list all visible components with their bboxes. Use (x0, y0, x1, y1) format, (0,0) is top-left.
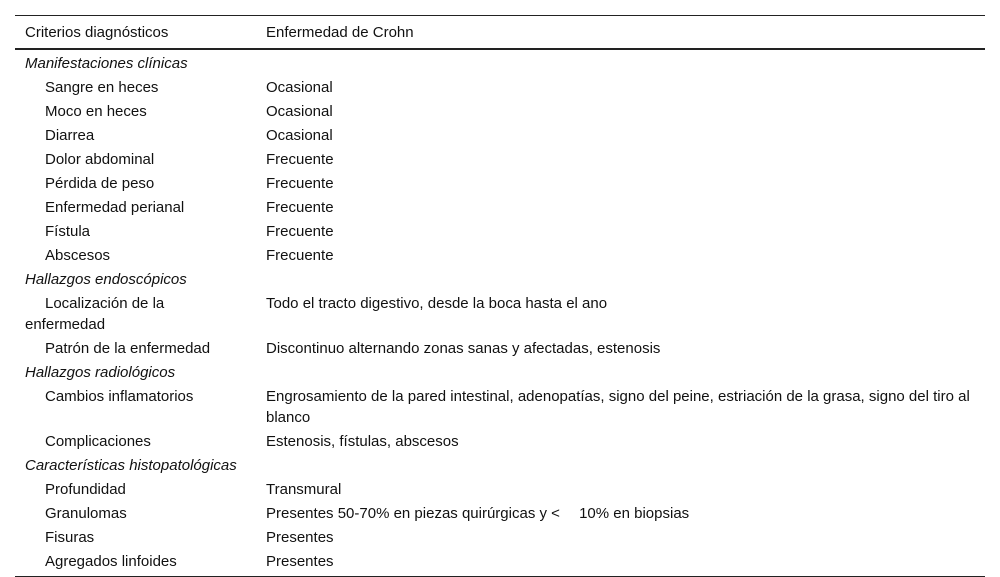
section-row (15, 454, 985, 478)
row-value: Frecuente (266, 151, 334, 168)
row-label: Dolor abdominal (45, 151, 155, 168)
section-row (15, 268, 985, 292)
row-label: Abscesos (45, 247, 111, 264)
row-label: Fisuras (45, 529, 95, 546)
table-row (15, 550, 985, 577)
table-row (15, 244, 985, 268)
section-title: Características histopatológicas (25, 457, 237, 474)
table-body (15, 49, 985, 577)
row-label: Profundidad (45, 481, 126, 498)
diagnostic-criteria-table (15, 15, 985, 577)
row-value: Todo el tracto digestivo, desde la boca hasta el ano (266, 295, 608, 312)
table-row (15, 385, 985, 430)
section-title: Hallazgos radiológicos (25, 364, 176, 381)
row-label: Diarrea (45, 127, 95, 144)
row-label: Complicaciones (45, 433, 151, 450)
row-label: Moco en heces (45, 103, 147, 120)
row-value: Ocasional (266, 79, 333, 96)
header-crohn: Enfermedad de Crohn (266, 23, 414, 41)
table-row (15, 478, 985, 502)
row-label: Pérdida de peso (45, 175, 155, 192)
row-value: Discontinuo alternando zonas sanas y afectadas, estenosis (266, 340, 661, 357)
row-value: Transmural (266, 481, 342, 498)
table-row (15, 337, 985, 361)
row-value: Ocasional (266, 103, 333, 120)
row-value: Presentes 50-70% en piezas quirúrgicas y < 10% en biopsias (266, 505, 690, 522)
table-row (15, 124, 985, 148)
row-value: Frecuente (266, 247, 334, 264)
row-label: Fístula (45, 223, 91, 240)
row-label: Patrón de la enfermedad (45, 340, 211, 357)
table-row (15, 502, 985, 526)
row-value: Presentes (266, 529, 334, 546)
header-criteria: Criterios diagnósticos (25, 23, 169, 41)
row-value: Frecuente (266, 223, 334, 240)
row-value: Engrosamiento de la pared intestinal, adenopatías, signo del peine, estriación de la grasa, signo del tiro al blanco (266, 388, 970, 426)
section-row (15, 361, 985, 385)
row-value: Frecuente (266, 199, 334, 216)
table-row (15, 220, 985, 244)
diagnostic-criteria-table-container (15, 15, 985, 577)
row-label: Enfermedad perianal (45, 199, 185, 216)
row-value: Presentes (266, 553, 334, 570)
table-row (15, 100, 985, 124)
table-row (15, 430, 985, 454)
table-row (15, 526, 985, 550)
header-row (15, 16, 985, 50)
row-value: Ocasional (266, 127, 333, 144)
row-label: Sangre en heces (45, 79, 159, 96)
section-title: Hallazgos endoscópicos (25, 271, 187, 288)
row-label: Granulomas (45, 505, 127, 522)
row-value: Estenosis, fístulas, abscesos (266, 433, 459, 450)
section-row (15, 49, 985, 76)
row-label: Localización de la enfermedad (25, 295, 165, 333)
row-value: Frecuente (266, 175, 334, 192)
table-row (15, 148, 985, 172)
row-label: Agregados linfoides (45, 553, 177, 570)
row-label: Cambios inflamatorios (45, 388, 194, 405)
section-title: Manifestaciones clínicas (25, 55, 188, 72)
table-row (15, 172, 985, 196)
table-row (15, 196, 985, 220)
table-row (15, 292, 985, 337)
table-header (15, 16, 985, 50)
table-row (15, 76, 985, 100)
